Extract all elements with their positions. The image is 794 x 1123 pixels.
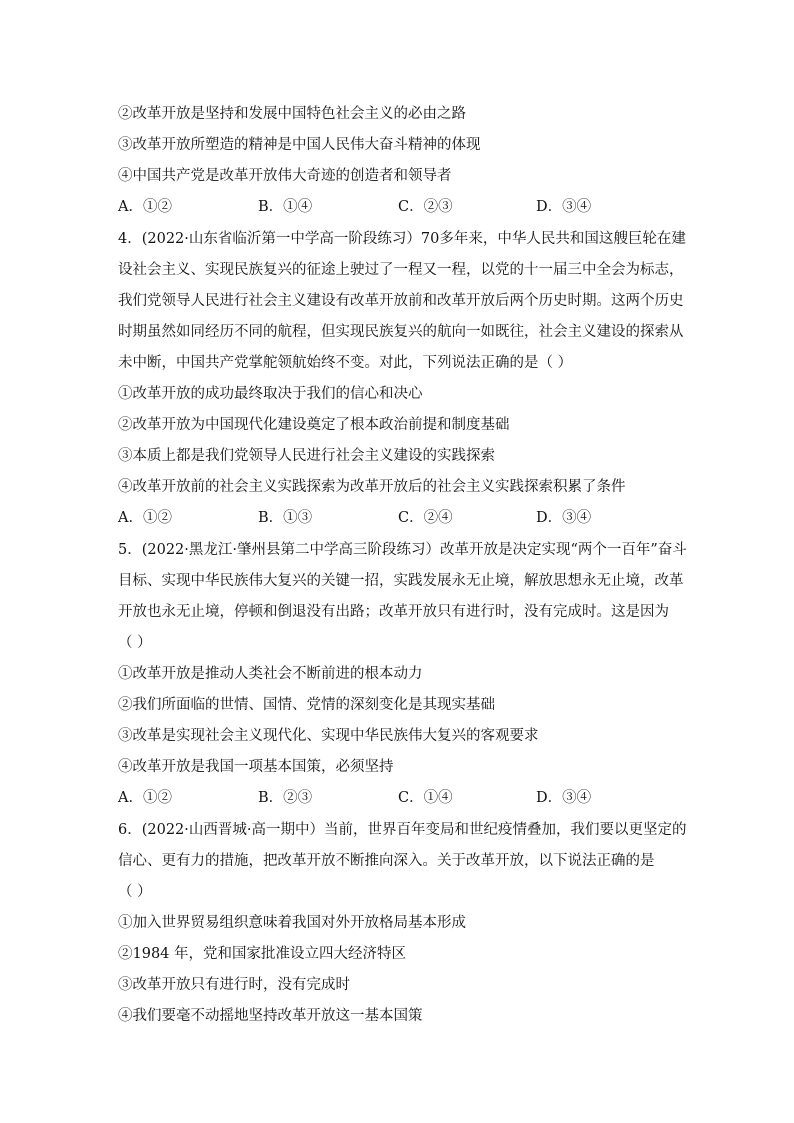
- q5-option-d: D．③④: [536, 790, 592, 806]
- q4-option-a: A．①②: [118, 510, 172, 526]
- q6-stem-line-2: 信心、更有力的措施，把改革开放不断推向深入。关于改革开放，以下说法正确的是: [118, 853, 655, 869]
- q6-statement-3: ③改革开放只有进行时，没有完成时: [118, 977, 350, 993]
- q4-option-d: D．③④: [536, 510, 592, 526]
- q3-options: [118, 197, 678, 217]
- q5-option-c: C．①④: [398, 790, 453, 806]
- q3-option-b: B．①④: [258, 199, 313, 215]
- q4-stem-line-5: 未中断，中国共产党掌舵领航始终不变。对此，下列说法正确的是（ ）: [118, 355, 573, 371]
- q5-stem-line-4: （ ）: [118, 635, 152, 651]
- q5-option-b: B．②③: [258, 790, 313, 806]
- q4-option-b: B．①③: [258, 510, 313, 526]
- q6-statement-2: ②1984 年，党和国家批准设立四大经济特区: [118, 946, 407, 962]
- q4-statement-1: ①改革开放的成功最终取决于我们的信心和决心: [118, 386, 423, 402]
- q3-option-d: D．③④: [536, 199, 592, 215]
- q4-stem-line-2: 设社会主义、实现民族复兴的征途上驶过了一程又一程，以党的十一届三中全会为标志，: [118, 262, 684, 278]
- q3-statement-2: ②改革开放是坚持和发展中国特色社会主义的必由之路: [118, 106, 466, 122]
- q4-stem-line-1: 4．(2022·山东省临沂第一中学高一阶段练习）70多年来，中华人民共和国这艘巨轮在建: [118, 231, 686, 247]
- q6-stem-line-3: （ ）: [118, 884, 152, 900]
- q6-stem-line-1: 6．(2022·山西晋城·高一期中）当前，世界百年变局和世纪疫情叠加，我们要以更坚定的: [118, 822, 687, 838]
- q5-statement-2: ②我们所面临的世情、国情、党情的深刻变化是其现实基础: [118, 697, 495, 713]
- q4-stem-line-3: 我们党领导人民进行社会主义建设有改革开放前和改革开放后两个历史时期。这两个历史: [118, 293, 684, 309]
- q5-statement-4: ④改革开放是我国一项基本国策，必须坚持: [118, 759, 394, 775]
- q5-statement-3: ③改革是实现社会主义现代化、实现中华民族伟大复兴的客观要求: [118, 728, 539, 744]
- q5-options: [118, 788, 678, 808]
- q5-statement-1: ①改革开放是推动人类社会不断前进的根本动力: [118, 666, 423, 682]
- q3-statement-3: ③改革开放所塑造的精神是中国人民伟大奋斗精神的体现: [118, 137, 481, 153]
- q6-statement-4: ④我们要毫不动摇地坚持改革开放这一基本国策: [118, 1008, 423, 1024]
- q5-stem-line-1: 5．(2022·黑龙江·肇州县第二中学高三阶段练习）改革开放是决定实现“两个一百年”奋斗: [118, 542, 687, 558]
- q5-stem-line-3: 开放也永无止境，停顿和倒退没有出路；改革开放只有进行时，没有完成时。这是因为: [118, 604, 669, 620]
- q4-stem-line-4: 时期虽然如同经历不同的航程，但实现民族复兴的航向一如既往，社会主义建设的探索从: [118, 324, 684, 340]
- q5-stem-line-2: 目标、实现中华民族伟大复兴的关键一招，实践发展永无止境，解放思想永无止境，改革: [118, 573, 684, 589]
- q4-statement-2: ②改革开放为中国现代化建设奠定了根本政治前提和制度基础: [118, 417, 510, 433]
- q3-option-c: C．②③: [398, 199, 453, 215]
- q4-statement-4: ④改革开放前的社会主义实践探索为改革开放后的社会主义实践探索积累了条件: [118, 479, 626, 495]
- q4-options: [118, 508, 678, 528]
- q4-option-c: C．②④: [398, 510, 453, 526]
- q4-statement-3: ③本质上都是我们党领导人民进行社会主义建设的实践探索: [118, 448, 495, 464]
- q3-statement-4: ④中国共产党是改革开放伟大奇迹的创造者和领导者: [118, 168, 452, 184]
- q3-option-a: A．①②: [118, 199, 172, 215]
- q6-statement-1: ①加入世界贸易组织意味着我国对外开放格局基本形成: [118, 915, 466, 931]
- q5-option-a: A．①②: [118, 790, 172, 806]
